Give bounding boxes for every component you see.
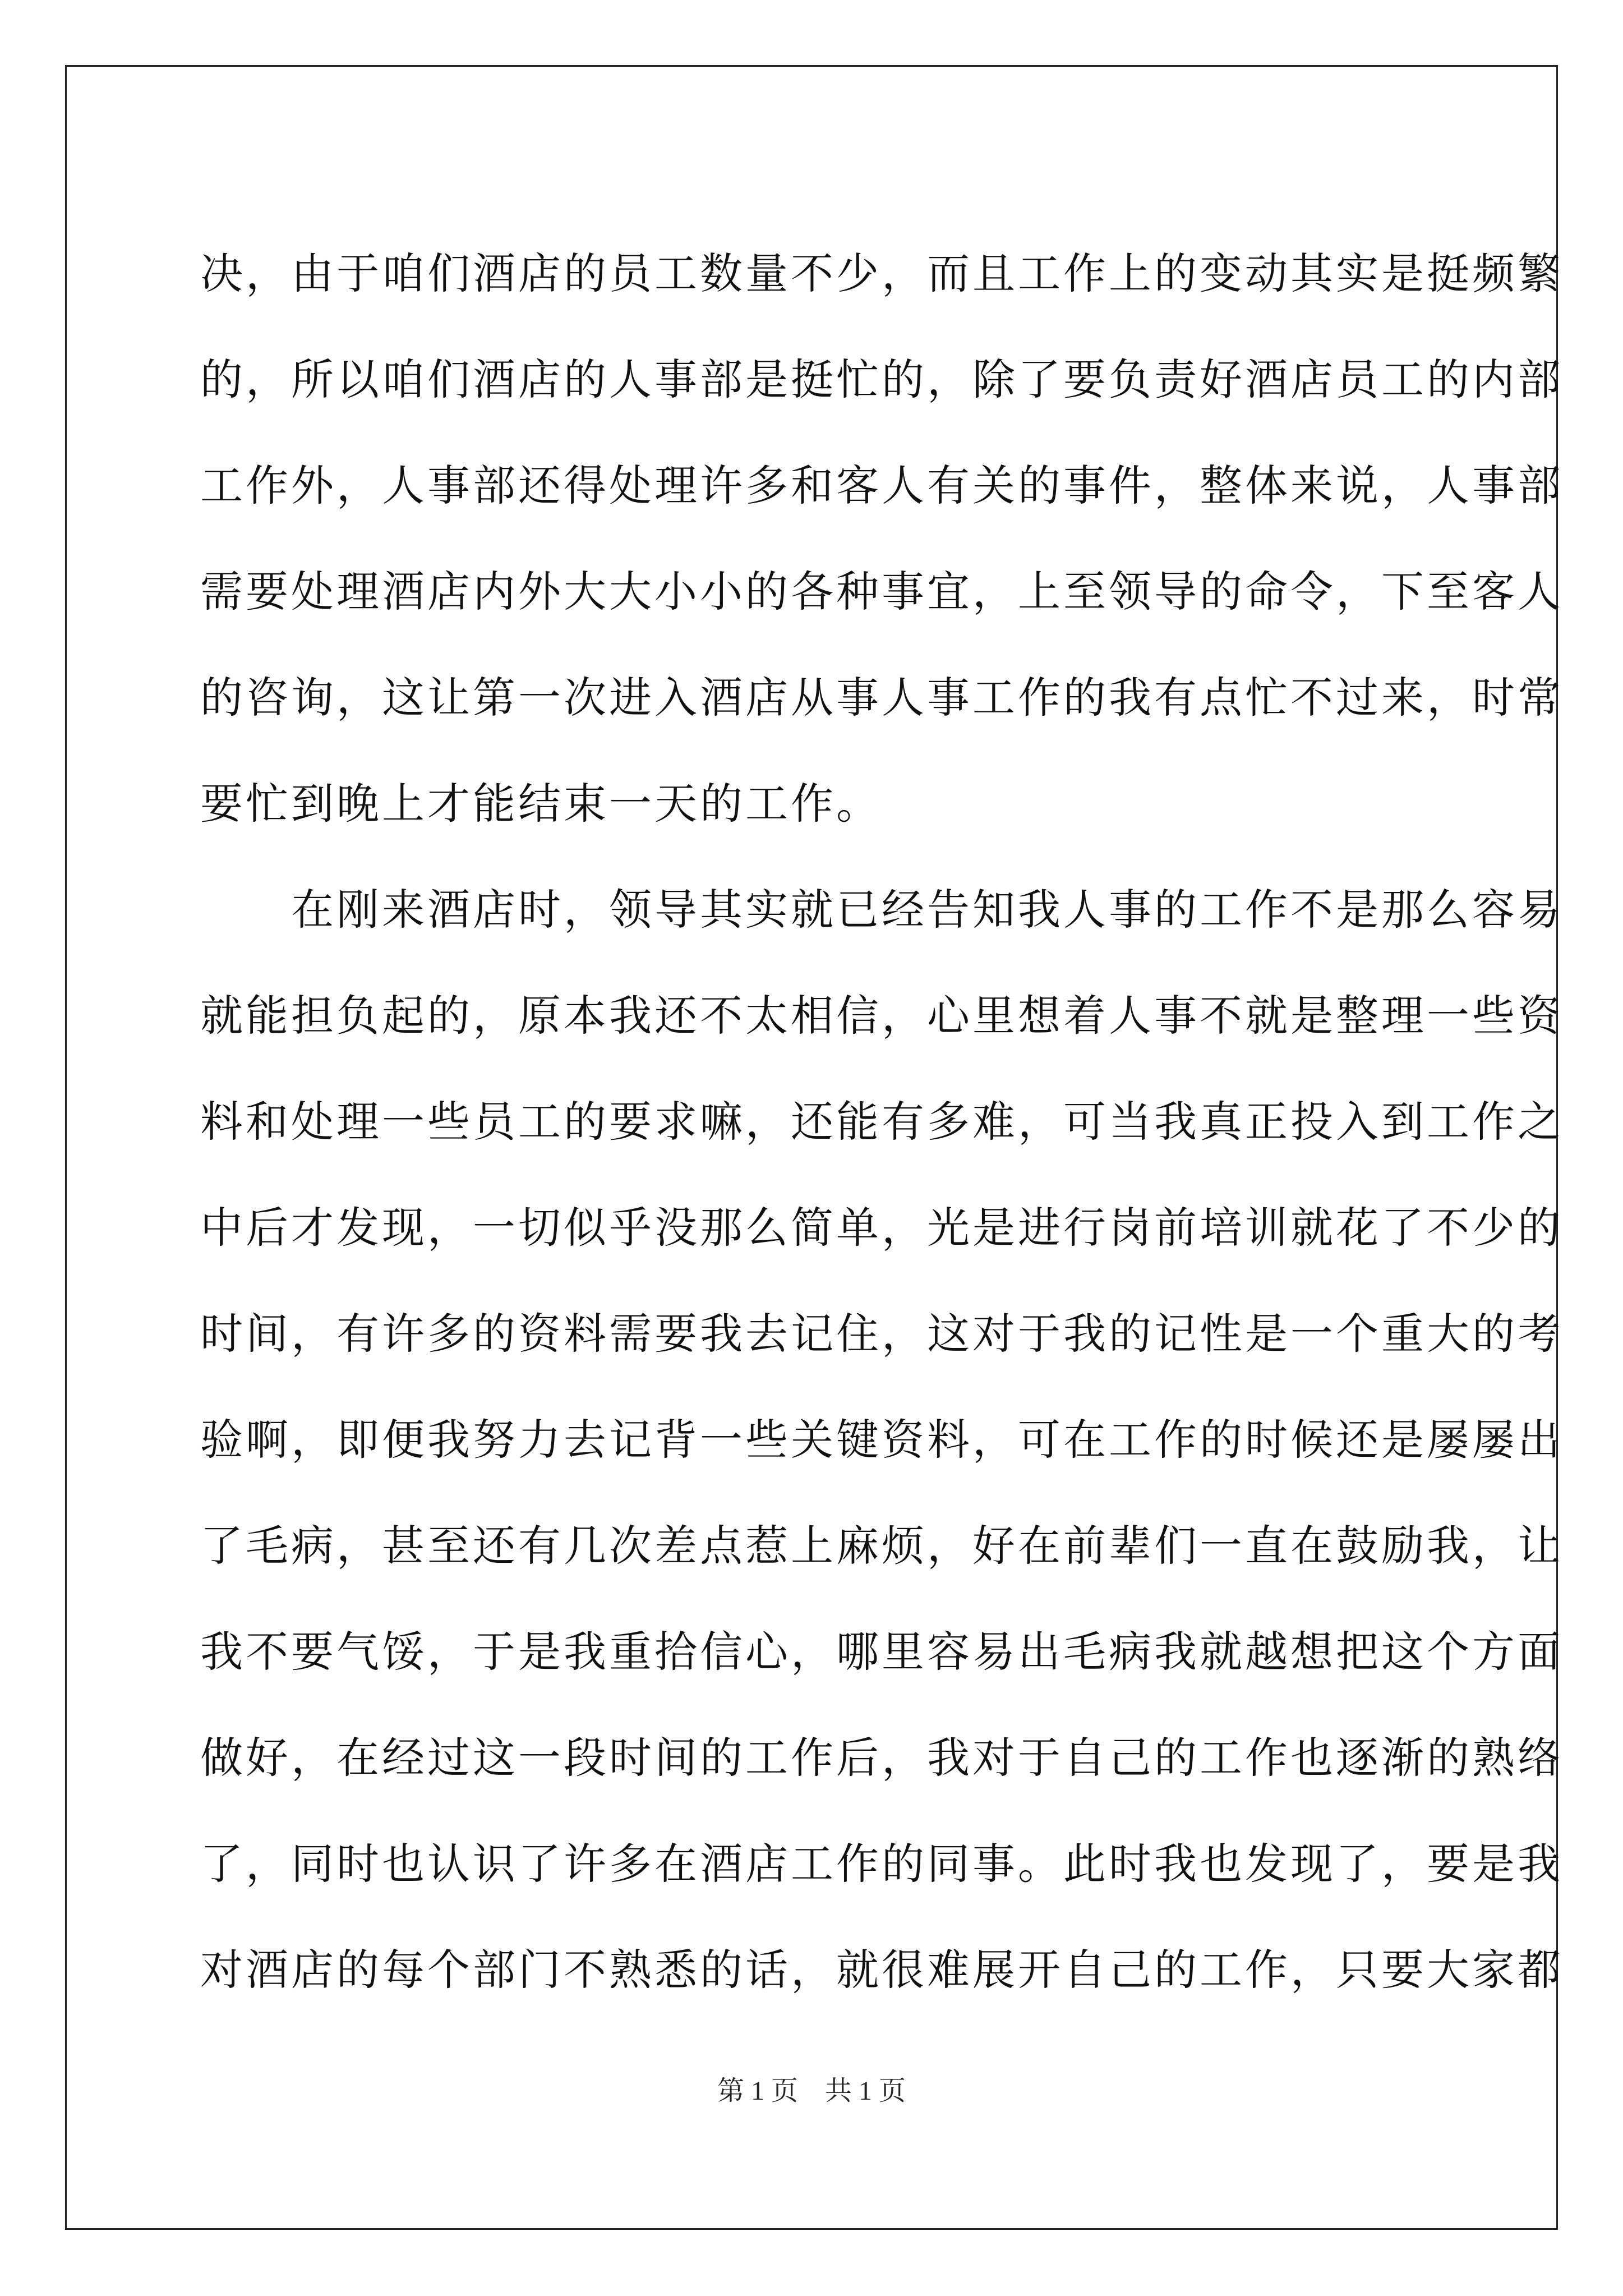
text-line: 的咨询，这让第一次进入酒店从事人事工作的我有点忙不过来，时常 — [200, 673, 1563, 723]
document-body — [200, 220, 1563, 2023]
text-line: 就能担负起的，原本我还不太相信，心里想着人事不就是整理一些资 — [200, 991, 1563, 1041]
text-line: 做好，在经过这一段时间的工作后，我对于自己的工作也逐渐的熟络 — [200, 1733, 1563, 1783]
text-line: 了毛病，甚至还有几次差点惹上麻烦，好在前辈们一直在鼓励我，让 — [200, 1521, 1563, 1571]
page-footer: 第 1 页 共 1 页 — [717, 2076, 906, 2106]
text-line: 我不要气馁，于是我重拾信心，哪里容易出毛病我就越想把这个方面 — [200, 1627, 1563, 1677]
text-line: 时间，有许多的资料需要我去记住，这对于我的记性是一个重大的考 — [200, 1309, 1563, 1359]
text-line: 料和处理一些员工的要求嘛，还能有多难，可当我真正投入到工作之 — [200, 1097, 1563, 1147]
text-line: 对酒店的每个部门不熟悉的话，就很难展开自己的工作，只要大家都 — [200, 1945, 1563, 1995]
text-line: 了，同时也认识了许多在酒店工作的同事。此时我也发现了，要是我 — [200, 1839, 1563, 1889]
text-line: 在刚来酒店时，领导其实就已经告知我人事的工作不是那么容易 — [200, 885, 1563, 935]
text-line: 需要处理酒店内外大大小小的各种事宜，上至领导的命令，下至客人 — [200, 567, 1563, 616]
text-line: 中后才发现，一切似乎没那么简单，光是进行岗前培训就花了不少的 — [200, 1203, 1563, 1253]
text-line: 决，由于咱们酒店的员工数量不少，而且工作上的变动其实是挺频繁 — [200, 249, 1563, 298]
text-line: 工作外，人事部还得处理许多和客人有关的事件，整体来说，人事部 — [200, 461, 1563, 510]
paragraph-2 — [200, 857, 1563, 2023]
text-line: 的，所以咱们酒店的人事部是挺忙的，除了要负责好酒店员工的内部 — [200, 355, 1563, 404]
paragraph-1 — [200, 220, 1563, 857]
text-line: 要忙到晚上才能结束一天的工作。 — [200, 779, 882, 829]
text-line: 验啊，即便我努力去记背一些关键资料，可在工作的时候还是屡屡出 — [200, 1415, 1563, 1465]
